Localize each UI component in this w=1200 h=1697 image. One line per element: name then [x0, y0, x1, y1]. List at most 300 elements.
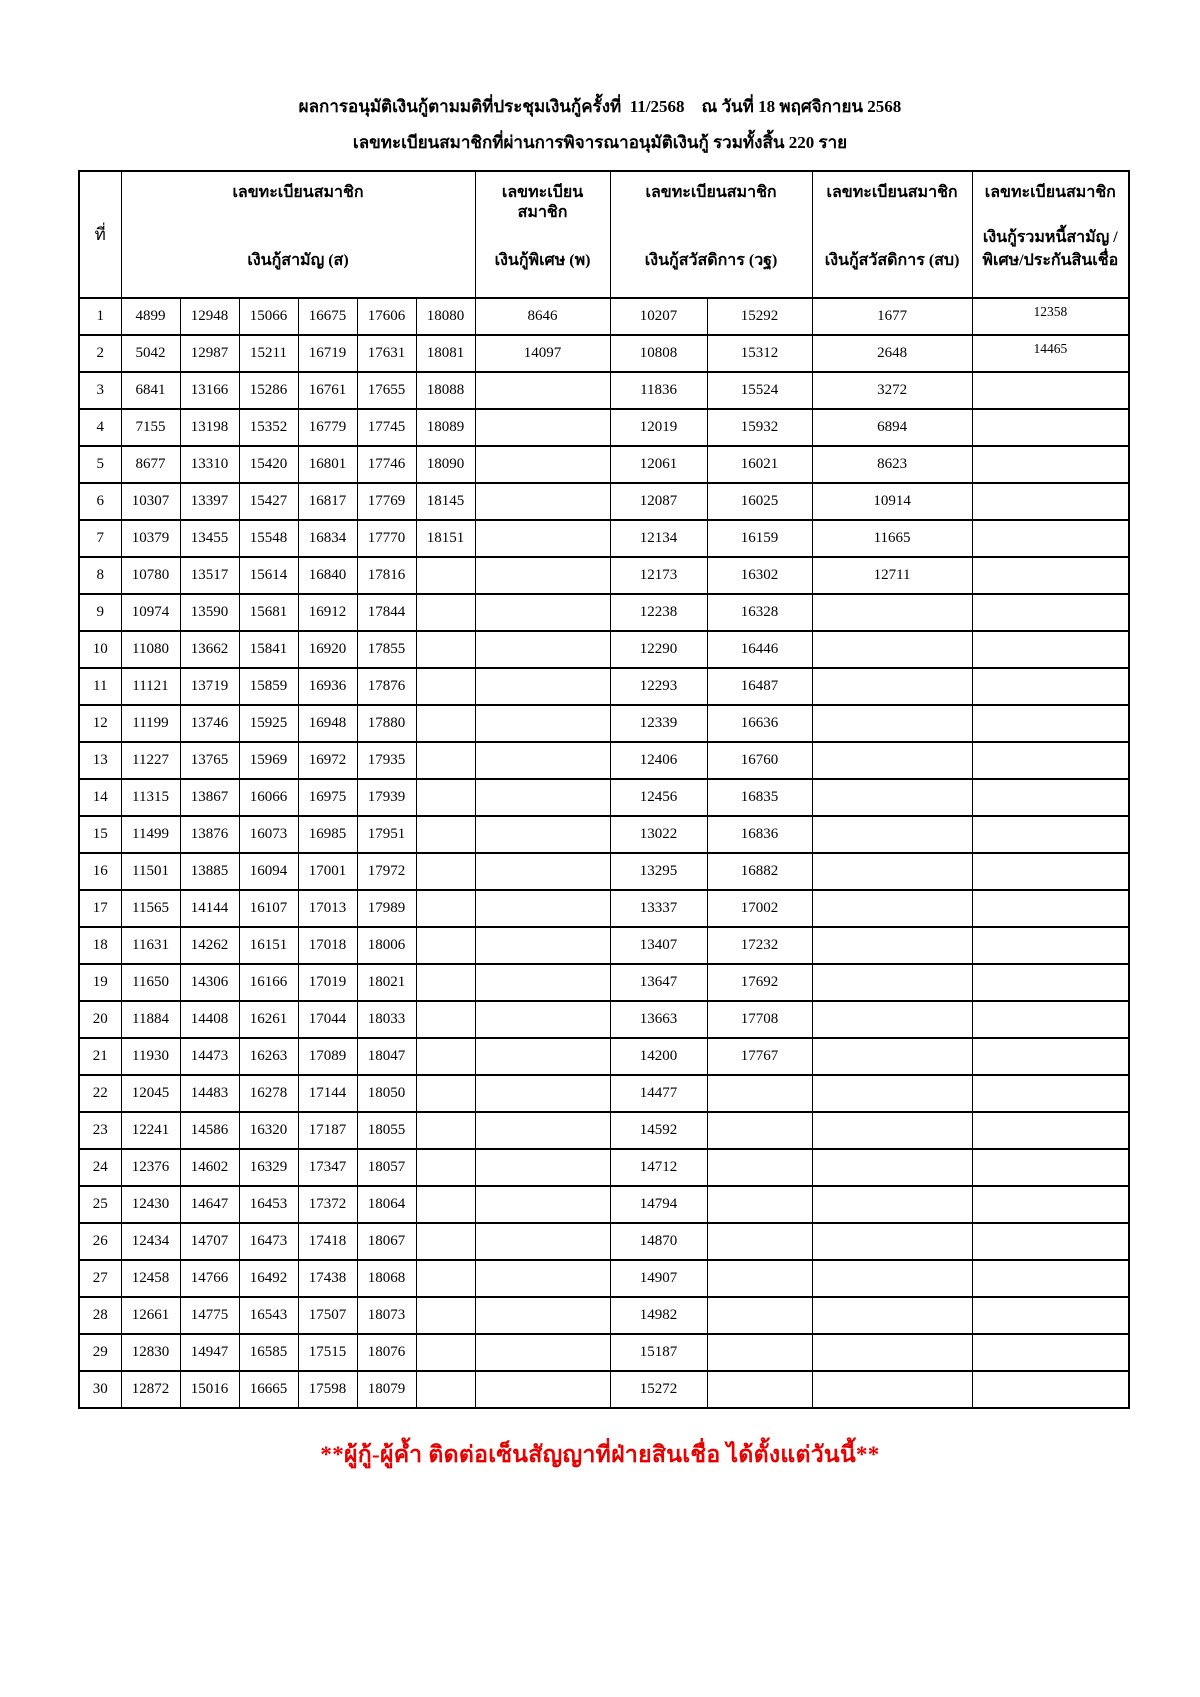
data-cell: 14477 — [610, 1075, 707, 1112]
data-cell: 12061 — [610, 446, 707, 483]
row-number-cell: 29 — [79, 1334, 121, 1371]
data-cell: 16636 — [707, 705, 812, 742]
header-cell-content — [611, 173, 812, 296]
data-cell: 14907 — [610, 1260, 707, 1297]
data-cell — [416, 1334, 475, 1371]
data-cell: 16985 — [298, 816, 357, 853]
data-cell — [972, 964, 1129, 1001]
data-cell: 17989 — [357, 890, 416, 927]
table-row — [79, 1186, 1129, 1223]
data-cell: 12376 — [121, 1149, 180, 1186]
data-cell: 3272 — [812, 372, 972, 409]
data-cell — [475, 1075, 610, 1112]
row-number-cell: 2 — [79, 335, 121, 372]
data-cell: 15614 — [239, 557, 298, 594]
data-cell: 15925 — [239, 705, 298, 742]
data-cell: 6841 — [121, 372, 180, 409]
data-cell — [972, 1334, 1129, 1371]
data-cell: 11121 — [121, 668, 180, 705]
row-number-cell: 11 — [79, 668, 121, 705]
header-cell-content — [476, 173, 610, 296]
row-number-cell: 23 — [79, 1112, 121, 1149]
footer-notice: **ผู้กู้-ผู้ค้ำ ติดต่อเซ็นสัญญาที่ฝ่ายสินเชื่อ ได้ตั้งแต่วันนี้** — [320, 1442, 880, 1468]
data-cell: 15969 — [239, 742, 298, 779]
data-cell: 16446 — [707, 631, 812, 668]
data-cell: 15352 — [239, 409, 298, 446]
table-row — [79, 631, 1129, 668]
table-row — [79, 890, 1129, 927]
row-number-cell: 20 — [79, 1001, 121, 1038]
data-cell — [416, 927, 475, 964]
loan-table-body — [79, 298, 1129, 1408]
row-number-cell: 9 — [79, 594, 121, 631]
data-cell: 16836 — [707, 816, 812, 853]
data-cell — [707, 1334, 812, 1371]
data-cell — [416, 779, 475, 816]
data-cell: 12661 — [121, 1297, 180, 1334]
row-number-cell: 4 — [79, 409, 121, 446]
data-cell: 14602 — [180, 1149, 239, 1186]
header-line2: เงินกู้รวมหนี้สามัญ / พิเศษ/ประกันสินเชื่อ — [982, 228, 1119, 269]
data-cell: 14306 — [180, 964, 239, 1001]
data-cell: 1677 — [812, 298, 972, 335]
data-cell — [812, 1334, 972, 1371]
data-cell: 16021 — [707, 446, 812, 483]
data-cell: 14982 — [610, 1297, 707, 1334]
data-cell — [972, 446, 1129, 483]
data-cell — [475, 594, 610, 631]
data-cell: 14647 — [180, 1186, 239, 1223]
data-cell — [416, 705, 475, 742]
data-cell: 18006 — [357, 927, 416, 964]
data-cell: 17019 — [298, 964, 357, 1001]
data-cell: 17972 — [357, 853, 416, 890]
table-row — [79, 964, 1129, 1001]
data-cell: 10780 — [121, 557, 180, 594]
data-cell: 2648 — [812, 335, 972, 372]
data-cell: 10914 — [812, 483, 972, 520]
data-cell — [416, 594, 475, 631]
table-row — [79, 779, 1129, 816]
data-cell — [972, 779, 1129, 816]
data-cell: 15420 — [239, 446, 298, 483]
data-cell — [416, 668, 475, 705]
data-cell: 12173 — [610, 557, 707, 594]
data-cell: 17507 — [298, 1297, 357, 1334]
data-cell — [972, 520, 1129, 557]
data-cell: 11665 — [812, 520, 972, 557]
data-cell: 18067 — [357, 1223, 416, 1260]
data-cell — [972, 668, 1129, 705]
data-cell: 16453 — [239, 1186, 298, 1223]
data-cell: 14200 — [610, 1038, 707, 1075]
data-cell: 14144 — [180, 890, 239, 927]
data-cell: 15932 — [707, 409, 812, 446]
data-cell: 17438 — [298, 1260, 357, 1297]
data-cell — [812, 1297, 972, 1334]
data-cell: 15066 — [239, 298, 298, 335]
data-cell — [972, 742, 1129, 779]
data-cell: 16920 — [298, 631, 357, 668]
data-cell — [475, 1001, 610, 1038]
data-cell — [416, 964, 475, 1001]
data-cell: 12872 — [121, 1371, 180, 1408]
data-cell: 18047 — [357, 1038, 416, 1075]
data-cell: 16166 — [239, 964, 298, 1001]
data-cell: 14592 — [610, 1112, 707, 1149]
table-row — [79, 742, 1129, 779]
header-line1: เลขทะเบียนสมาชิก — [984, 184, 1116, 202]
data-cell: 8646 — [475, 298, 610, 335]
data-cell — [812, 1001, 972, 1038]
table-row — [79, 853, 1129, 890]
data-cell: 13310 — [180, 446, 239, 483]
data-cell — [475, 1038, 610, 1075]
data-cell — [972, 1371, 1129, 1408]
data-cell — [416, 1186, 475, 1223]
row-number-cell: 3 — [79, 372, 121, 409]
data-cell: 15312 — [707, 335, 812, 372]
table-row — [79, 409, 1129, 446]
data-cell: 16760 — [707, 742, 812, 779]
data-cell: 16473 — [239, 1223, 298, 1260]
data-cell — [475, 890, 610, 927]
data-cell: 12430 — [121, 1186, 180, 1223]
data-cell: 16025 — [707, 483, 812, 520]
data-cell: 11501 — [121, 853, 180, 890]
header-row — [79, 171, 1129, 298]
data-cell: 11631 — [121, 927, 180, 964]
data-cell: 16779 — [298, 409, 357, 446]
data-cell: 6894 — [812, 409, 972, 446]
data-cell — [972, 372, 1129, 409]
data-cell: 13198 — [180, 409, 239, 446]
data-cell: 18033 — [357, 1001, 416, 1038]
header-line2: เงินกู้พิเศษ (พ) — [494, 252, 591, 269]
data-cell: 16328 — [707, 594, 812, 631]
data-cell — [812, 853, 972, 890]
row-number-cell: 10 — [79, 631, 121, 668]
data-cell: 14947 — [180, 1334, 239, 1371]
table-row — [79, 372, 1129, 409]
data-cell — [416, 816, 475, 853]
row-number-cell: 8 — [79, 557, 121, 594]
data-cell: 12711 — [812, 557, 972, 594]
data-cell: 17598 — [298, 1371, 357, 1408]
data-cell — [416, 557, 475, 594]
data-cell: 16801 — [298, 446, 357, 483]
data-cell: 15859 — [239, 668, 298, 705]
header-debt-consolidation-loan — [972, 171, 1129, 298]
data-cell: 17044 — [298, 1001, 357, 1038]
data-cell: 17876 — [357, 668, 416, 705]
header-line2: เงินกู้สวัสดิการ (สบ) — [824, 252, 960, 269]
data-cell: 17018 — [298, 927, 357, 964]
data-cell: 15681 — [239, 594, 298, 631]
data-cell — [972, 1001, 1129, 1038]
data-cell: 14775 — [180, 1297, 239, 1334]
data-cell: 16761 — [298, 372, 357, 409]
table-row — [79, 298, 1129, 335]
data-cell: 10808 — [610, 335, 707, 372]
data-cell — [707, 1371, 812, 1408]
data-cell — [475, 1223, 610, 1260]
data-cell: 14483 — [180, 1075, 239, 1112]
data-cell — [972, 927, 1129, 964]
data-cell: 12293 — [610, 668, 707, 705]
header-special-loan — [475, 171, 610, 298]
data-cell — [416, 742, 475, 779]
data-cell: 18055 — [357, 1112, 416, 1149]
data-cell: 17939 — [357, 779, 416, 816]
data-cell: 13867 — [180, 779, 239, 816]
data-cell — [972, 1038, 1129, 1075]
data-cell: 12290 — [610, 631, 707, 668]
header-line1: เลขทะเบียนสมาชิก — [645, 184, 777, 202]
data-cell — [812, 779, 972, 816]
row-number-cell: 13 — [79, 742, 121, 779]
data-cell — [707, 1075, 812, 1112]
data-cell — [812, 1371, 972, 1408]
data-cell — [972, 1260, 1129, 1297]
data-cell: 17001 — [298, 853, 357, 890]
data-cell: 18079 — [357, 1371, 416, 1408]
table-row — [79, 1371, 1129, 1408]
data-cell: 16073 — [239, 816, 298, 853]
data-cell: 12045 — [121, 1075, 180, 1112]
row-number-cell: 15 — [79, 816, 121, 853]
data-cell — [812, 742, 972, 779]
data-cell — [972, 1186, 1129, 1223]
data-cell: 13455 — [180, 520, 239, 557]
data-cell: 17655 — [357, 372, 416, 409]
data-cell — [972, 1223, 1129, 1260]
data-cell — [416, 853, 475, 890]
header-welfare-loan-sb — [812, 171, 972, 298]
data-cell: 12948 — [180, 298, 239, 335]
data-cell: 12087 — [610, 483, 707, 520]
data-cell: 18050 — [357, 1075, 416, 1112]
data-cell: 14473 — [180, 1038, 239, 1075]
data-cell: 10379 — [121, 520, 180, 557]
data-cell: 17745 — [357, 409, 416, 446]
data-cell — [475, 446, 610, 483]
data-cell: 17692 — [707, 964, 812, 1001]
data-cell: 17935 — [357, 742, 416, 779]
data-cell — [475, 927, 610, 964]
data-cell — [475, 742, 610, 779]
data-cell: 14870 — [610, 1223, 707, 1260]
row-number-cell: 26 — [79, 1223, 121, 1260]
data-cell — [812, 1149, 972, 1186]
data-cell — [812, 1038, 972, 1075]
data-cell: 15016 — [180, 1371, 239, 1408]
data-cell — [972, 1149, 1129, 1186]
data-cell: 14262 — [180, 927, 239, 964]
data-cell: 16882 — [707, 853, 812, 890]
data-cell: 10974 — [121, 594, 180, 631]
data-cell — [475, 1149, 610, 1186]
data-cell: 13746 — [180, 705, 239, 742]
header-cell-content — [813, 173, 972, 296]
data-cell: 17855 — [357, 631, 416, 668]
data-cell — [416, 1112, 475, 1149]
data-cell: 13765 — [180, 742, 239, 779]
header-cell-content — [122, 173, 475, 296]
data-cell: 7155 — [121, 409, 180, 446]
data-cell: 17708 — [707, 1001, 812, 1038]
data-cell — [812, 1112, 972, 1149]
data-cell: 12458 — [121, 1260, 180, 1297]
data-cell — [972, 705, 1129, 742]
data-cell: 11315 — [121, 779, 180, 816]
data-cell — [475, 1371, 610, 1408]
data-cell: 16487 — [707, 668, 812, 705]
row-number-cell: 7 — [79, 520, 121, 557]
data-cell: 16263 — [239, 1038, 298, 1075]
row-number-cell: 12 — [79, 705, 121, 742]
data-cell: 16492 — [239, 1260, 298, 1297]
data-cell: 17089 — [298, 1038, 357, 1075]
data-cell: 11227 — [121, 742, 180, 779]
row-number-cell: 18 — [79, 927, 121, 964]
data-cell: 10307 — [121, 483, 180, 520]
data-cell: 15187 — [610, 1334, 707, 1371]
header-line1: เลขทะเบียนสมาชิก — [232, 184, 364, 202]
data-cell: 11884 — [121, 1001, 180, 1038]
data-cell: 13517 — [180, 557, 239, 594]
table-row — [79, 1223, 1129, 1260]
data-cell: 13022 — [610, 816, 707, 853]
data-cell — [972, 853, 1129, 890]
data-cell — [416, 1001, 475, 1038]
table-row — [79, 816, 1129, 853]
data-cell: 16320 — [239, 1112, 298, 1149]
data-cell: 18057 — [357, 1149, 416, 1186]
data-cell: 18068 — [357, 1260, 416, 1297]
row-number-cell: 14 — [79, 779, 121, 816]
row-number-cell: 30 — [79, 1371, 121, 1408]
data-cell: 14408 — [180, 1001, 239, 1038]
data-cell — [475, 1112, 610, 1149]
data-cell: 17013 — [298, 890, 357, 927]
data-cell — [972, 1075, 1129, 1112]
data-cell: 13590 — [180, 594, 239, 631]
data-cell: 16302 — [707, 557, 812, 594]
data-cell: 14465 — [972, 335, 1129, 372]
table-row — [79, 335, 1129, 372]
table-row — [79, 483, 1129, 520]
header-line2: เงินกู้สามัญ (ส) — [247, 252, 349, 269]
data-cell: 17372 — [298, 1186, 357, 1223]
data-cell — [972, 557, 1129, 594]
data-cell: 18145 — [416, 483, 475, 520]
data-cell — [972, 1297, 1129, 1334]
data-cell — [707, 1223, 812, 1260]
data-cell: 17880 — [357, 705, 416, 742]
data-cell: 16719 — [298, 335, 357, 372]
data-cell: 14794 — [610, 1186, 707, 1223]
data-cell: 18088 — [416, 372, 475, 409]
data-cell: 5042 — [121, 335, 180, 372]
data-cell: 11930 — [121, 1038, 180, 1075]
data-cell — [812, 705, 972, 742]
data-cell — [475, 853, 610, 890]
data-cell: 13663 — [610, 1001, 707, 1038]
data-cell: 17515 — [298, 1334, 357, 1371]
data-cell — [812, 1260, 972, 1297]
data-cell — [416, 1038, 475, 1075]
data-cell — [812, 964, 972, 1001]
data-cell — [475, 631, 610, 668]
data-cell: 17144 — [298, 1075, 357, 1112]
data-cell: 16107 — [239, 890, 298, 927]
row-number-cell: 24 — [79, 1149, 121, 1186]
data-cell — [416, 1075, 475, 1112]
row-number-cell: 17 — [79, 890, 121, 927]
row-number-cell: 16 — [79, 853, 121, 890]
data-cell: 16972 — [298, 742, 357, 779]
data-cell: 16066 — [239, 779, 298, 816]
data-cell — [416, 890, 475, 927]
data-cell: 16840 — [298, 557, 357, 594]
data-cell: 17769 — [357, 483, 416, 520]
data-cell: 17002 — [707, 890, 812, 927]
data-cell: 15548 — [239, 520, 298, 557]
data-cell: 4899 — [121, 298, 180, 335]
table-row — [79, 1334, 1129, 1371]
data-cell: 18089 — [416, 409, 475, 446]
row-number-cell: 21 — [79, 1038, 121, 1075]
data-cell: 12134 — [610, 520, 707, 557]
table-row — [79, 1260, 1129, 1297]
data-cell — [972, 483, 1129, 520]
data-cell — [812, 927, 972, 964]
data-cell: 17844 — [357, 594, 416, 631]
table-row — [79, 594, 1129, 631]
data-cell: 18021 — [357, 964, 416, 1001]
table-row — [79, 1075, 1129, 1112]
row-number-cell: 27 — [79, 1260, 121, 1297]
data-cell: 16948 — [298, 705, 357, 742]
data-cell: 18081 — [416, 335, 475, 372]
data-cell — [707, 1112, 812, 1149]
data-cell: 18073 — [357, 1297, 416, 1334]
data-cell — [707, 1260, 812, 1297]
data-cell: 12019 — [610, 409, 707, 446]
data-cell: 17232 — [707, 927, 812, 964]
row-number-cell: 22 — [79, 1075, 121, 1112]
table-row — [79, 557, 1129, 594]
header-line1: เลขทะเบียนสมาชิก — [501, 184, 584, 222]
data-cell: 10207 — [610, 298, 707, 335]
data-cell: 11565 — [121, 890, 180, 927]
data-cell — [475, 520, 610, 557]
data-cell: 16835 — [707, 779, 812, 816]
data-cell: 17951 — [357, 816, 416, 853]
data-cell: 13719 — [180, 668, 239, 705]
data-cell — [972, 631, 1129, 668]
data-cell: 18076 — [357, 1334, 416, 1371]
header-cell-content — [973, 173, 1129, 296]
data-cell — [475, 1297, 610, 1334]
data-cell: 16329 — [239, 1149, 298, 1186]
data-cell: 16151 — [239, 927, 298, 964]
data-cell: 12830 — [121, 1334, 180, 1371]
data-cell — [475, 409, 610, 446]
data-cell: 15524 — [707, 372, 812, 409]
data-cell: 13662 — [180, 631, 239, 668]
